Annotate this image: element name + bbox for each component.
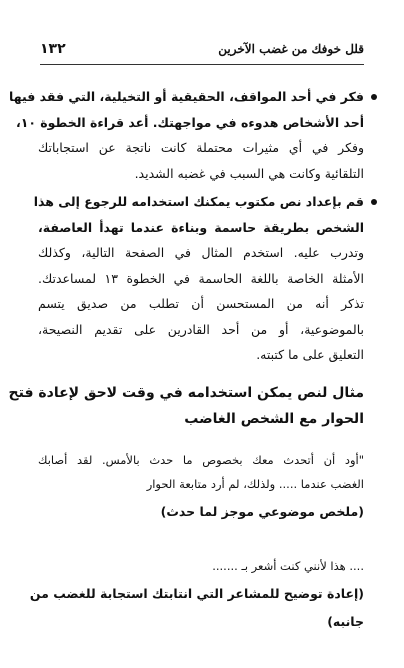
body-line: فكر في أحد المواقف، الحقيقية أو التخيلية، التي فقد فيها — [9, 89, 364, 104]
header-divider — [40, 64, 364, 65]
example-quote-line: الغضب عندما ..... ولذلك، لم أرد متابعة الحوار — [146, 476, 364, 491]
body-line: التلقائية وكانت هي السبب في غضبه الشديد. — [134, 165, 364, 181]
page-number: ١٣٢ — [40, 41, 66, 57]
bullet-item-1 — [9, 84, 364, 186]
running-title: قلل خوفك من غضب الآخرين — [218, 42, 364, 56]
body-line: تذكر أنه من المستحسن أن تطلب من صديق يتسم — [38, 296, 364, 311]
heading-line: الحوار مع الشخص الغاضب — [184, 410, 364, 427]
body-line: الأمثلة الخاصة باللغة الحاسمة في الخطوة ١٣ لمساعدتك. — [38, 270, 364, 286]
body-line: التعليق على ما كتبته. — [256, 347, 364, 362]
bullet-dot-icon — [371, 199, 377, 205]
summary-note: (ملخص موضوعي موجز لما حدث) — [160, 503, 364, 519]
section-heading — [8, 380, 364, 432]
heading-line: مثال لنص يمكن استخدامه في وقت لاحق لإعادة فتح — [8, 384, 364, 401]
bold-phrase: أحد الأشخاص هدوءه في مواجهتك. أعد قراءة الخطوة ١٠، — [15, 114, 364, 130]
body-line: وتدرب عليه. استخدم المثال في الصفحة التالية، وكذلك — [38, 245, 364, 260]
body-line: وفكر في أي مثيرات محتملة كانت ناتجة عن استجاباتك — [38, 140, 364, 155]
body-line: الشخص بطريقة حاسمة وبناءة عندما تهدأ العاصفة، — [38, 219, 364, 235]
page-header — [40, 36, 364, 62]
clarification-line: جانبه) — [327, 613, 364, 629]
clarification-line: (إعادة توضيح للمشاعر التي انتابتك استجابة للغضب من — [29, 585, 364, 601]
bullet-dot-icon — [371, 94, 377, 100]
bullet-item-2 — [33, 189, 364, 368]
body-line — [15, 110, 364, 136]
body-line: قم بإعداد نص مكتوب يمكنك استخدامه للرجوع إلى هذا — [33, 194, 364, 209]
body-line: بالموضوعية، أو من أحد القادرين على تقديم النصيحة، — [38, 321, 364, 337]
example-script — [29, 448, 364, 634]
example-quote-line: "أود أن أتحدث معك بخصوص ما حدث بالأمس. لقد أصابك — [38, 452, 364, 467]
feeling-line: .... هذا لأنني كنت أشعر بـ ....... — [212, 558, 364, 573]
page-body — [8, 84, 364, 634]
